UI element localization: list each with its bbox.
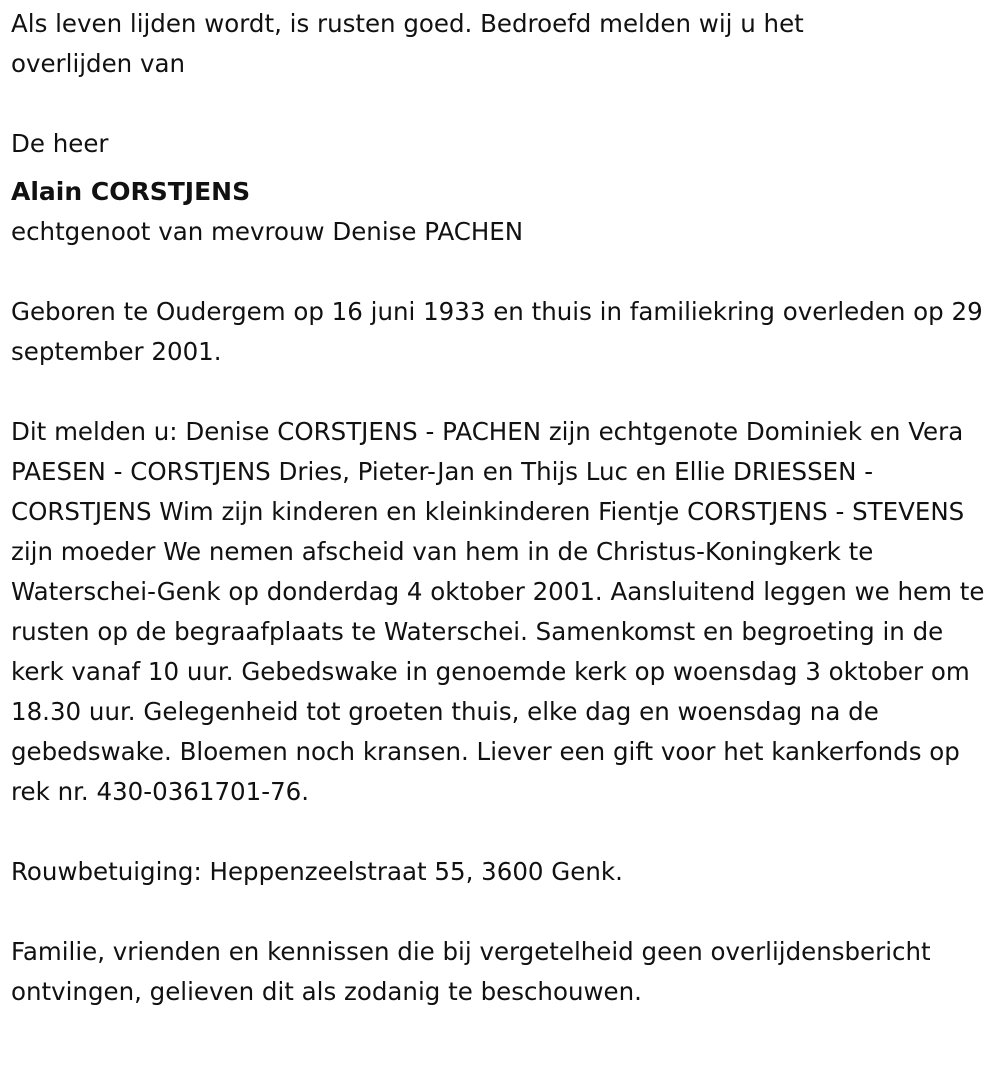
announcement-text: Dit melden u: Denise CORSTJENS - PACHEN zijn echtgenote Dominiek en Vera PAESEN - CORSTJENS Dries, Pieter-Jan en Thijs Luc en Ellie DRIESSEN - CORSTJENS Wim zijn kinderen en kleinkinderen Fientje CORSTJENS - STEVENS zijn moeder We nemen afscheid van hem in de Christus-Koningkerk te Waterschei-Genk op donderdag 4 oktober 2001. Aansluitend leggen we hem te rusten op de begraafplaats te Waterschei. Samenkomst en begroeting in de kerk vanaf 10 uur. Gebedswake in genoemde kerk op woensdag 3 oktober om 18.30 uur. Gelegenheid tot groeten thuis, elke dag en woensdag na de gebedswake. Bloemen noch kransen. Liever een gift voor het kankerfonds op rek nr. 430-0361701-76. [11,417,993,806]
closing-text: Familie, vrienden en kennissen die bij vergetelheid geen overlijdensbericht ontvingen, gelieven dit als zodanig te beschouwen. [11,937,939,1006]
birth-death-text: Geboren te Oudergem op 16 juni 1933 en thuis in familiekring overleden op 29 september 2001. [11,297,991,366]
condolence-address: Rouwbetuiging: Heppenzeelstraat 55, 3600 Genk. [11,857,623,886]
spacer [11,84,996,124]
intro-text: Als leven lijden wordt, is rusten goed. Bedroefd melden wij u het overlijden van [11,9,812,78]
spacer [11,892,996,932]
salutation: De heer [11,129,109,158]
deceased-name: Alain CORSTJENS [11,177,251,206]
spacer [11,812,996,852]
spouse-line: echtgenoot van mevrouw Denise PACHEN [11,217,524,246]
obituary-document [11,4,996,1012]
spacer [11,372,996,412]
spacer [11,252,996,292]
